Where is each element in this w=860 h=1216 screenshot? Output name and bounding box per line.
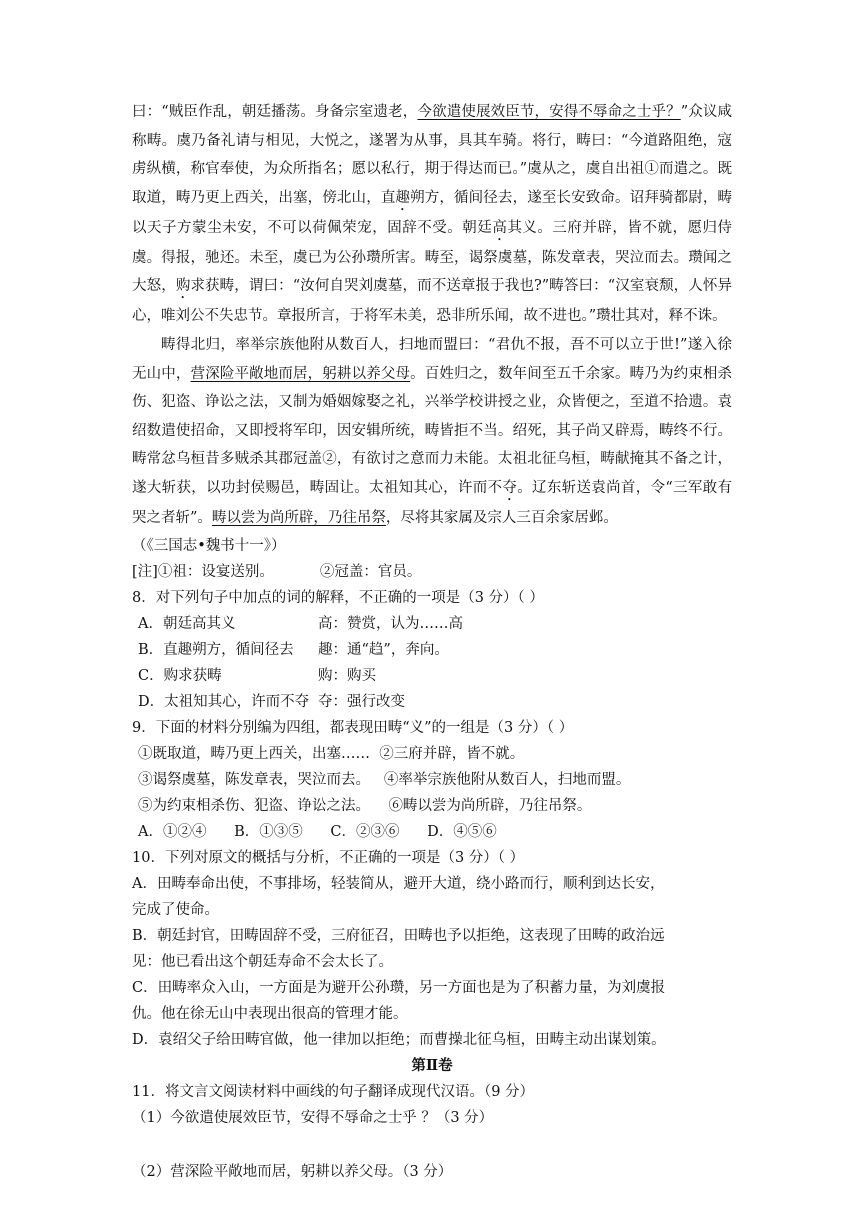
material-item: ③谒祭虞墓，陈发章表，哭泣而去。 [138, 771, 370, 788]
question-10-stem: 10．下列对原文的概括与分析，不正确的一项是（3 分）（ ） [132, 849, 525, 866]
option-text: A．朝廷高其义 [138, 615, 236, 632]
passage-paragraph-2 [132, 331, 732, 533]
passage-text: 。辽东斩送袁尚首，令“三军敢有哭之者斩”。 [132, 479, 733, 526]
passage-text: 求获畴，谓曰：“汝何自哭刘虞墓，而不送章报于我也?”畴答曰：“汉室衰颓，人怀异心，唯刘公不失忠节。章报所言，于将军未美，恐非所乐闻，故不进也。”瓒壮其对，释不诛。 [132, 278, 732, 325]
passage-text: ”众议咸称畴。虞乃备礼请与相见，大悦之，遂署为从事，具其车骑。将行，畴曰：“今道路阻绝，寇虏纵横，称官奉使，为众所指名；愿以私行，期于得达而已。”虞从之，虞自出祖①而遣之。既取道，畴乃更上西关，出塞，傍北山，直 [132, 104, 732, 206]
question-10-option-c: C．田畴率众入山，一方面是为避开公孙瓒，另一方面也是为了积蓄力量，为刘虞报 [132, 979, 666, 996]
option-gloss: 趣：通“趋”，奔向。 [318, 641, 449, 658]
option-line: A．田畴奉命出使，不事排场，轻装简从，避开大道，绕小路而行，顺利到达长安， [132, 875, 665, 892]
dotted-word-duo: 夺 [502, 479, 518, 496]
question-8-option-c [132, 663, 732, 689]
option-text: C．购求获畴 [138, 667, 222, 684]
material-item: ①既取道，畴乃更上西关，出塞…… [138, 745, 370, 762]
passage-paragraph-1 [132, 98, 732, 331]
option-text: B．直趣朔方，循间径去 [138, 641, 294, 658]
question-11-sub-1: （1）今欲遣使展效臣节，安得不辱命之士乎 ？（3 分） [132, 1109, 494, 1126]
question-9-row-2 [132, 767, 732, 793]
question-9-row-3 [132, 793, 732, 819]
question-11-sub-2: （2）营深险平敞地而居，躬耕以养父母。（3 分） [132, 1163, 453, 1180]
material-item: ⑤为约束相杀伤、犯盗、诤讼之法。 [138, 797, 370, 814]
option-text: D．太祖知其心，许而不夺 [138, 693, 310, 710]
exam-page [132, 98, 732, 1185]
section-2-heading: 第Ⅱ卷 [411, 1056, 453, 1074]
underlined-sentence-1: 今欲遣使展效臣节，安得不辱命之士乎？ [417, 104, 681, 120]
option-gloss: 夺：强行改变 [318, 693, 405, 710]
answer-space [132, 1131, 732, 1159]
question-8-option-a [132, 611, 732, 637]
passage-text: 曰：“贼臣作乱，朝廷播荡。身备宗室遗老， [132, 104, 418, 120]
question-9-row-1 [132, 741, 732, 767]
dotted-word-gou: 购 [175, 278, 191, 295]
question-11-stem: 11．将文言文阅读材料中画线的句子翻译成现代汉语。（9 分） [132, 1083, 535, 1100]
question-10-option-d: D．袁绍父子给田畴官做，他一律加以拒绝；而曹操北征乌桓，田畴主动出谋划策。 [132, 1031, 666, 1048]
question-9-choices: A．①②④ B．①③⑤ C．②③⑥ D．④⑤⑥ [138, 823, 497, 840]
question-8-option-d [132, 689, 732, 715]
underlined-sentence-3: 畴以尝为尚所辟，乃往吊祭 [211, 509, 386, 526]
question-10-option-b-cont: 见：他已看出这个朝廷寿命不会太长了。 [132, 953, 393, 970]
question-10-option-a-cont: 完成了使命。 [132, 901, 219, 918]
question-9-stem: 9．下面的材料分别编为四组，都表现田畴“义”的一组是（3 分）（ ） [132, 719, 574, 736]
option-gloss: 购：购买 [318, 667, 376, 684]
passage-text: ，尽将其家属及宗人三百余家居邺。 [385, 509, 618, 526]
passage-note: [注]①祖：设宴送别。 ②冠盖：官员。 [132, 563, 422, 580]
material-item: ⑥畴以尝为尚所辟，乃往吊祭。 [388, 797, 592, 814]
option-gloss: 高：赞赏，认为……高 [318, 615, 463, 632]
underlined-sentence-2: 营深险平敞地而居，躬耕以养父母 [190, 365, 411, 382]
question-8-stem: 8．对下列句子中加点的词的解释，不正确的一项是（3 分）（ ） [132, 589, 544, 606]
passage-text: 其义。三府并辟，皆不就，愿归侍虞。得报，驰还。未至，虞已为公孙瓒所害。畴至，谒祭虞墓，陈发章表，哭泣而去。瓒闻之大怒， [132, 219, 733, 295]
question-8-option-b [132, 637, 732, 663]
question-10-option-a [132, 871, 732, 897]
passage-source: （《三国志•魏书十一》） [132, 537, 286, 554]
passage-text: 。百姓归之，数年间至五千余家。畴乃为约束相杀伤、犯盗、诤讼之法，又制为婚姻嫁娶之礼，兴举学校讲授之业，众皆便之，至道不拾遗。袁绍数遣使招命，又即授将军印，因安辑所统，畴皆拒不当。绍死，其子尚又辟焉，畴终不行。畴常忿乌桓昔多贼杀其郡冠盖②，有欲讨之意而力未能。太祖北征乌桓，畴献掩其不备之计，遂大斩获，以功封侯赐邑，畴固让。太祖知其心，许而不 [132, 365, 733, 496]
material-item: ④率举宗族他附从数百人，扫地而盟。 [383, 771, 631, 788]
passage-text: 畴得北归，率举宗族他附从数百人，扫地而盟曰：“君仇不报，吾不可以立于世!”遂入徐无山中， [132, 336, 732, 382]
dotted-word-qu: 趣 [395, 189, 411, 206]
dotted-word-gao: 高 [492, 219, 508, 236]
passage-text: 朔方，循间径去，遂至长安致命。诏拜骑都尉，畴以天子方蒙尘未安，不可以荷佩荣宠，固辞不受。朝廷 [132, 189, 733, 236]
material-item: ②三府并辟，皆不就。 [379, 745, 525, 762]
question-10-option-c-cont: 仇。他在徐无山中表现出很高的管理才能。 [132, 1005, 408, 1022]
question-10-option-b: B．朝廷封官，田畴固辞不受，三府征召，田畴也予以拒绝，这表现了田畴的政治远 [132, 927, 665, 944]
